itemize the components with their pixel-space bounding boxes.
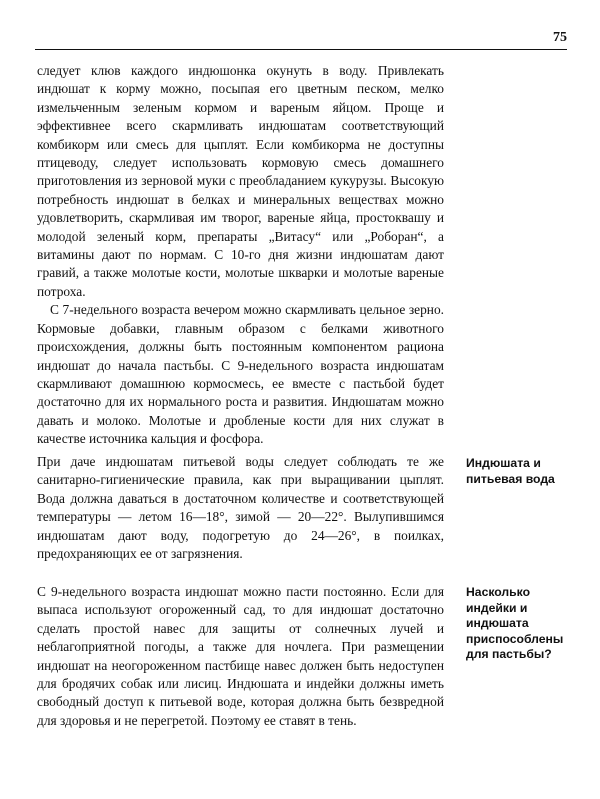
header-rule — [35, 49, 567, 50]
paragraph: следует клюв каждого индюшонка окунуть в воду. Привлекать индюшат к корму можно, посыпая его цветным песком, мелко измельченным зеленым кормом и вареным яйцом. Проще и эффективнее всего скармливать индюшатам соответствующий комбикорм или смесь для цыплят. Если комбикорма не доступны птицеводу, следует использовать кормовую смесь домашнего приготовления из зерновой муки с преобладанием кукурузы. Высокую потребность индюшат в белках и минеральных веществах можно удовлетворить, скармливая им творог, вареные яйца, простоквашу и молодой зеленый корм, препараты „Витасу“ или „Роборан“, а витамины дают по нормам. С 10-го дня жизни индюшатам дают гравий, а также молотые кости, молотые шкварки и молотые вареные потроха. — [37, 63, 444, 299]
paragraph: С 9-недельного возраста индюшат можно пасти постоянно. Если для выпаса используют огороженный сад, то для индюшат достаточно сделать простой навес для защиты от солнечных лучей и неблагоприятной погоды, а также для ночлега. При размещении индюшат на неогороженном пастбище навес должен быть недоступен для бродячих собак или лисиц. Индюшата и индейки должны иметь свободный доступ к питьевой воде, которая должна быть безвредной для здоровья и не перегретой. Поэтому ее ставят в тень. — [37, 584, 444, 728]
paragraph: При даче индюшатам питьевой воды следует соблюдать те же санитарно-гигиенические правила, как при выращивании цыплят. Вода должна даваться в достаточном количестве и соответствующей температуры — летом 16—18°, зимой — 20—22°. Вылупившимся индюшатам дают воду, подогретую до 24—26°, в поилках, предохраняющих ее от загрязнения. — [37, 454, 444, 562]
page-number: 75 — [553, 30, 567, 45]
section-pasture — [37, 583, 444, 730]
section-feeding — [37, 62, 444, 449]
paragraph: С 7-недельного возраста вечером можно скармливать цельное зерно. Кормовые добавки, главным образом с белками животного происхождения, должны быть постоянным компонентом рациона индюшат до начала пастьбы. С 9-недельного возраста индюшатам скармливают домашнюю кормосмесь, ее вместе с пастьбой будет достаточно для их нормального роста и развития. Индюшатам можно давать и молоко. Молотые и дробленые кости для них служат в качестве источника кальция и фосфора. — [37, 302, 444, 447]
side-heading-water: Индюшата и питьевая вода — [466, 456, 555, 486]
side-heading-pasture: Насколько индейки и индюшата приспособлены для пастьбы? — [466, 585, 564, 662]
section-water — [37, 453, 444, 563]
